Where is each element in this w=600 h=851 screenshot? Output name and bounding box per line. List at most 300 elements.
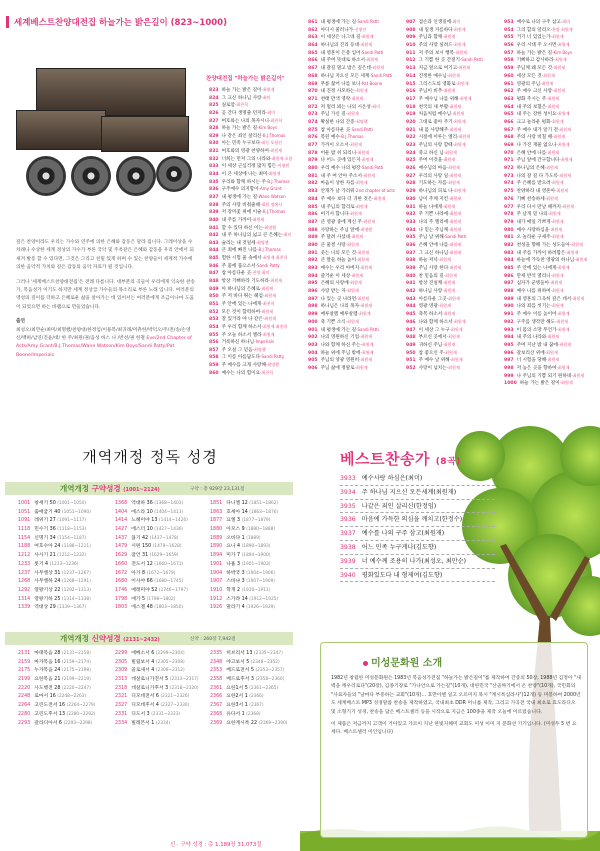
song-item (504, 187, 596, 195)
song-artist: -최원재 (449, 357, 463, 363)
song-artist: -최원재 (552, 134, 566, 140)
book-name: 스바냐 3 (226, 579, 247, 585)
song-number: 922 (406, 135, 416, 141)
hymn-item (340, 486, 495, 500)
song-artist: -최원재 (574, 257, 588, 263)
book-name: 요한2서 1 (226, 694, 250, 700)
song-title: 저 멀리 뵈는 나의 시온성 (320, 104, 371, 110)
book-range: (1877~1879) (241, 518, 271, 524)
song-title: 내 평생에 가는 길 (221, 194, 258, 200)
song-number: 937 (406, 250, 416, 256)
song-artist: -최원재 (443, 149, 457, 155)
song-item (308, 326, 400, 334)
song-number: 927 (406, 173, 416, 179)
song-item (209, 155, 301, 163)
song-title: 항상 진실케 (418, 281, 443, 287)
song-item (308, 233, 400, 241)
song-number: 838 (209, 202, 219, 208)
book-range: (1339~1367) (57, 605, 87, 611)
song-title: 주 예수를 크게 사랑해 (221, 363, 266, 369)
hymn-title: 평화있도다 내 형제여(김도향) (361, 571, 443, 579)
song-title: 큰 영광 중에 계신 주 (320, 219, 362, 225)
song-item (209, 208, 301, 216)
song-title: 저 주의 보시 행복 (418, 50, 455, 56)
book-number: 1427 (115, 527, 128, 533)
song-title: 내 주 하나님의 넓고 큰 은혜는 (221, 233, 283, 239)
book-number: 1154 (18, 535, 31, 541)
book-number: 2248 (18, 694, 31, 700)
song-title: 주 예수 날 위해 (418, 358, 450, 364)
song-number: 886 (308, 212, 318, 218)
song-number: 844 (209, 248, 219, 254)
song-number: 997 (504, 358, 514, 364)
book-number: 1233 (18, 561, 31, 567)
book-name: 호세아 14 (226, 509, 250, 515)
song-artist: -최원재 (557, 341, 571, 347)
song-item (308, 333, 400, 341)
song-item (406, 187, 498, 195)
song-title: 주 예수 내가 알기 전 (516, 127, 558, 133)
song-artist: -최원재 (550, 34, 564, 40)
song-artist: -최원재 (442, 157, 456, 163)
song-item (209, 315, 301, 323)
book-number: 2175 (18, 668, 31, 674)
song-artist: -최찬희 (268, 117, 282, 123)
song-title: 나의 영원하신 기업 (320, 335, 360, 341)
hymn-item (340, 527, 495, 541)
song-title: 내 갈길 멀고 밤은 깊은데 (320, 66, 371, 72)
book-item (115, 596, 207, 605)
book-number: 1904 (210, 570, 223, 576)
song-item (209, 262, 301, 270)
song-title: 이 세상 근심걱정 많지 힘든 (221, 164, 277, 170)
song-item (308, 356, 400, 364)
song-number: 905 (308, 358, 318, 364)
book-name: 에스더 10 (131, 527, 155, 533)
song-title: 내 몸 사랑해주 (418, 127, 449, 133)
song-number: 825 (209, 103, 219, 109)
song-artist: -최원재 (556, 364, 570, 370)
song-item (406, 118, 498, 126)
song-artist: -최원재 (556, 311, 570, 317)
song-title: 기도하는 자를 (418, 181, 447, 187)
book-number: 1910 (210, 587, 223, 593)
song-artist: -최원재 (442, 88, 456, 94)
song-number: 856 (209, 340, 219, 346)
book-number: 1863 (210, 509, 223, 515)
song-number: 939 (406, 266, 416, 271)
book-range: (1863~1876) (249, 509, 279, 515)
album-case (16, 110, 106, 150)
ot-column (18, 500, 110, 613)
book-name: 민수기 36 (34, 527, 58, 533)
song-artist: -최원재 (549, 280, 563, 286)
book-number: 1803 (115, 605, 128, 611)
song-item (504, 379, 596, 387)
song-artist: -최원재 (370, 65, 384, 71)
book-range: (2367) (249, 703, 264, 709)
song-title: 나 가진 재물 없으나 (516, 143, 557, 148)
song-artist: -최원재 (446, 180, 460, 186)
song-title: 내 일생 지름하다 (418, 27, 453, 33)
song-artist: -최원재 (451, 111, 465, 117)
song-artist: -최원재 최찬희 (261, 323, 288, 329)
song-title: 주여 이것을 (418, 158, 443, 164)
song-number: 870 (308, 89, 318, 95)
book-range: (2331~2333) (151, 711, 181, 717)
song-item (308, 287, 400, 295)
song-item (406, 226, 498, 234)
song-item (209, 285, 301, 293)
hymn-item (340, 472, 495, 486)
book-range: (2368) (246, 711, 261, 717)
song-number: 895 (308, 281, 318, 287)
song-title: 주님의 영광 영원히 (320, 358, 360, 364)
song-item (504, 364, 596, 372)
singers-list (16, 327, 196, 361)
song-number: 930 (406, 196, 416, 202)
song-title: 어둔 밤 쉬 되리니 (320, 150, 357, 156)
song-artist: -최원재 (359, 303, 373, 309)
song-title: 그 기쁨 한 곳 간절기 (418, 58, 460, 64)
song-number: 842 (209, 233, 219, 239)
old-testament-bar (5, 482, 293, 495)
hymn-count: (8곡) (435, 457, 461, 467)
song-title: 복된 예수 (320, 135, 340, 141)
song-title: 남이 주께 지킨 (418, 196, 449, 202)
song-number: 986 (504, 273, 514, 279)
song-number: 987 (504, 281, 514, 287)
song-artist: -최원재 (345, 111, 359, 117)
song-number: 994 (504, 335, 514, 341)
song-number: 900 (308, 319, 318, 325)
song-item (504, 372, 596, 380)
book-range: (1154~1187) (57, 535, 87, 541)
song-title: 사랑하는 주님 앞에 (320, 227, 360, 233)
song-artist: -최원재 (446, 334, 460, 340)
song-title: 그 크신 하나님 (418, 250, 449, 256)
book-name: 디도서 3 (131, 711, 152, 717)
song-artist: -최명했 (255, 239, 269, 245)
song-title: 즐거운 이 세상 (320, 273, 351, 279)
song-artist: -최원재 (261, 87, 275, 92)
song-title: 우리와 함께 하시는 주 (221, 179, 266, 185)
book-range: (1910~1911) (241, 587, 271, 593)
song-artist: -최원재 (560, 203, 574, 209)
song-number: 840 (209, 217, 219, 223)
book-number: 1680 (115, 579, 128, 585)
song-number: 917 (406, 96, 416, 102)
song-number: 915 (406, 81, 416, 87)
song-item (308, 341, 400, 349)
song-title: 하늘 가는 밝은 길 (516, 50, 553, 56)
song-title: 예수님의 마음 (418, 166, 447, 172)
intro-paragraph: 그러나 '세계베스트찬양대전집'은 전례 다름니다. 대부분의 곡들이 우리에게 익숙한 찬송가, 복음성가 이기도 하지만 세계 정상급 가수들의 목소리로 부른 노래 입니다. 여러분의 영성의 깊이를 더하고 은혜로운 삶을 살아가는 데 있어서는 여러분에게 조금이나마 도움이 되었으면 하는 바램으로 만들었습니다. (16, 279, 196, 310)
book-number: 1237 (18, 570, 31, 576)
song-title: 나의 죄를 씻기는 (516, 304, 551, 310)
song-item (209, 86, 301, 94)
book-name: 오바댜 1 (226, 535, 247, 541)
book-item (210, 596, 302, 605)
song-item (308, 64, 400, 72)
book-number: 1912 (210, 596, 223, 602)
song-item (406, 95, 498, 103)
song-title: 예수는 나의 힘이요 (221, 370, 261, 376)
song-item (209, 353, 301, 361)
song-item (308, 149, 400, 157)
song-artist: -최원재 (452, 142, 466, 147)
song-title: 큰 딸들 하늘 높이 (320, 258, 357, 264)
song-item (209, 117, 301, 125)
song-number: 918 (406, 104, 416, 110)
song-item (406, 318, 498, 326)
hymn-title (340, 448, 461, 469)
book-range: (1368~1403) (154, 501, 184, 506)
song-artist: -최원재 (448, 211, 462, 217)
song-item (406, 164, 498, 172)
song-artist: -최원재 (359, 334, 373, 340)
song-item (504, 149, 596, 157)
song-number: 903 (308, 342, 318, 348)
song-title: 이 몸의 소망 무언가 (516, 327, 557, 333)
hymn-number: 3937 (340, 530, 356, 538)
book-item (18, 650, 110, 659)
song-number: 823 (209, 88, 219, 93)
book-item (115, 526, 207, 535)
song-title: 나 믿는 주님께 (418, 227, 449, 233)
book-name: 요엘 3 (226, 518, 242, 524)
song-number: 878 (308, 150, 318, 156)
song-title: 이 세상은 나그네 길 (320, 35, 361, 41)
book-number: 1314 (18, 596, 31, 602)
song-number: 925 (406, 158, 416, 164)
song-artist: -최원재 (348, 280, 362, 286)
song-item (209, 162, 301, 170)
song-artist: -최명했 (265, 362, 279, 368)
book-name: 이사야 66 (131, 579, 155, 585)
song-number: 992 (504, 319, 514, 325)
book-number: 2367 (210, 703, 223, 709)
song-title: 주의 사랑 비칠 때 (516, 135, 553, 141)
song-artist: -Sandi Patti (360, 165, 384, 171)
song-title: 주 안에 있는 나에게 (221, 301, 262, 307)
song-title: 나와 함께 하신 주는 (320, 342, 361, 348)
song-title: 주여 지난 밤 내 꿈에 (516, 342, 558, 348)
book-item (210, 711, 302, 720)
book-number: 2131 (18, 651, 31, 656)
book-range: (1851~1862) (249, 501, 279, 506)
song-number: 943 (406, 296, 416, 302)
song-artist: -최원재 (350, 272, 364, 278)
song-artist: -최원재 (448, 126, 462, 132)
song-item (308, 349, 400, 357)
song-title: 은혜의 사랑에 (320, 281, 349, 287)
song-number: 835 (209, 179, 219, 185)
book-number: 2318 (115, 685, 128, 691)
song-item (504, 179, 596, 187)
hymn-title: 마음에 가득한 의심을 깨치고(한정수) (361, 516, 463, 524)
book-item (115, 667, 207, 676)
song-title: 그리 합의 알리오 (516, 27, 551, 33)
song-title: 하늘 저녁 (418, 258, 438, 264)
song-number: 924 (406, 150, 416, 156)
song-item (406, 18, 498, 26)
song-number: 849 (209, 286, 219, 292)
song-title: 우리 시대 주 오시면 (516, 43, 557, 49)
song-artist: -최원재 (448, 226, 462, 232)
song-number: 941 (406, 281, 416, 287)
song-title: 험한 시험 물 속에서 (221, 256, 262, 262)
song-title: 하늘 가는 밝은 길이 (519, 381, 560, 387)
song-number: 929 (406, 189, 416, 195)
song-artist: -최원재 (268, 148, 282, 154)
song-number: 911 (406, 50, 416, 56)
singers-en: Eve/2nd Chapter of Acts/Amy Grant/B.J.Thomas/Wane Watson/Kim Boys/Sandi Patty/Pat Boone/Imperials (16, 336, 192, 358)
song-title: 내 주여 뜻대로 하소서 (320, 58, 365, 64)
book-number: 2353 (210, 668, 223, 674)
song-number: 853 (209, 317, 219, 323)
song-title: 주님 가신 길 (320, 112, 346, 118)
book-range: (1479~1628) (152, 544, 182, 550)
book-number: 2361 (210, 685, 223, 691)
song-artist: -최원재 (550, 288, 564, 294)
book-item (18, 676, 110, 685)
book-range: (2305~2308) (155, 659, 185, 665)
book-range: (2299~2304) (155, 651, 185, 656)
song-title: 십자가 군병들아 (516, 281, 550, 287)
song-title: 주 저 바다 뛰는 헤엄 (221, 294, 263, 300)
song-title: 참 아름다운 곳 (320, 127, 351, 133)
song-item (406, 26, 498, 34)
song-number: 875 (308, 127, 318, 133)
song-title: 할 수 있다 하신 이는 (221, 225, 263, 231)
song-item (209, 139, 301, 147)
song-artist: -Sandi Patti (356, 326, 379, 332)
hymn-title: 너 예수께 조용히 나가(최성오, 최만순) (361, 557, 467, 565)
song-artist: -Sandi Patti (356, 19, 379, 24)
hymn-title: 주 하나님 지으신 모든세계(최원재) (361, 488, 457, 496)
song-number: 837 (209, 194, 219, 200)
song-number: 880 (308, 166, 318, 172)
song-number: 836 (209, 187, 219, 193)
song-item (308, 95, 400, 103)
song-artist: -최원재 (354, 364, 368, 370)
song-item (406, 56, 498, 64)
song-artist: -최원재 (446, 72, 460, 78)
book-number: 2334 (115, 720, 128, 726)
song-number: 921 (406, 127, 416, 133)
song-number: 904 (308, 350, 318, 356)
song-item (209, 338, 301, 346)
book-name: 고린도전서 16 (34, 703, 67, 709)
song-artist: -최원재 (556, 42, 570, 48)
song-title: 주님 삶에 정말로 (320, 365, 355, 371)
song-number: 843 (209, 240, 219, 246)
song-title: 나 있는 곳 나라면 (320, 296, 357, 302)
song-number: 969 (504, 143, 514, 148)
song-item (308, 80, 400, 88)
song-number: 996 (504, 350, 514, 356)
song-number: 884 (308, 196, 318, 202)
song-artist: -최원재 (557, 126, 571, 132)
song-item (308, 49, 400, 57)
song-artist: -B.J.Thomas (261, 209, 286, 215)
song-item (504, 18, 596, 26)
book-range: (1798~1802) (146, 596, 176, 602)
book-item (115, 659, 207, 668)
song-title: 나의 갈 길 다 가도록 (516, 173, 558, 179)
song-number: 995 (504, 342, 514, 348)
song-item (209, 292, 301, 300)
song-artist: -최원재 (354, 203, 368, 209)
song-number: 902 (308, 335, 318, 341)
book-range: (2358~2360) (255, 677, 285, 683)
hymn-item (340, 541, 495, 555)
song-title: 여호와는 나의 목자시니 (221, 118, 269, 124)
book-item (18, 561, 110, 570)
song-item (504, 72, 596, 80)
song-number: 989 (504, 296, 514, 302)
song-title: 주님이 비추 (418, 89, 443, 95)
book-name: 사도행전 28 (34, 685, 62, 691)
book-number: 2313 (115, 677, 128, 683)
song-item (308, 187, 400, 195)
song-artist: -최원재 (552, 65, 566, 71)
book-range: (2248~2263) (57, 694, 87, 700)
book-range: (2199~2219) (61, 677, 91, 683)
song-artist: -최원재 (361, 218, 375, 224)
hymn-item (340, 513, 495, 527)
hymn-item (340, 569, 495, 583)
song-artist: -최원재 (571, 295, 585, 301)
song-title: 아름다운 그곳 (418, 296, 447, 302)
book-item (210, 570, 302, 579)
song-title: 안개가 날 가리워 (320, 189, 355, 195)
song-title: 사랑이 넘치는 (418, 365, 447, 371)
song-title: 천태 만색 영락 (320, 96, 351, 102)
song-artist: -Sandi Patti (459, 57, 483, 63)
song-title: 주님의 사랑 할때 (418, 143, 453, 148)
book-number: 1437 (115, 535, 128, 541)
song-item (209, 269, 301, 277)
song-title: 만세 반석 열리니 (516, 273, 551, 279)
song-item (209, 147, 301, 155)
song-title: 거기 너 있었는가 (516, 35, 551, 41)
company-heading-text: 미성문화원 소개 (371, 658, 443, 669)
book-name: 창세기 50 (34, 501, 58, 506)
hymn-number: 3935 (340, 502, 356, 510)
song-artist: -Sandi Patti (443, 234, 467, 240)
song-title: 주 예수 크신 사랑 (516, 89, 553, 95)
song-artist: -최원재 (350, 234, 364, 240)
book-item (18, 596, 110, 605)
book-range: (2264~2279) (66, 703, 96, 709)
book-item (115, 535, 207, 544)
song-artist: -최원재 (571, 372, 585, 378)
book-number: 1051 (18, 509, 31, 515)
song-artist: -최원재 (350, 95, 364, 101)
song-number: 908 (406, 27, 416, 33)
book-item (18, 526, 110, 535)
song-number: 860 (209, 370, 219, 376)
book-number: 2220 (18, 685, 31, 691)
book-name: 디모데전서 6 (131, 694, 161, 700)
song-item (406, 302, 498, 310)
product-photo (16, 64, 194, 204)
song-item (209, 323, 301, 331)
song-title: 우리의 사랑 일 (418, 173, 449, 179)
song-artist: -Kim Boys (552, 49, 573, 55)
